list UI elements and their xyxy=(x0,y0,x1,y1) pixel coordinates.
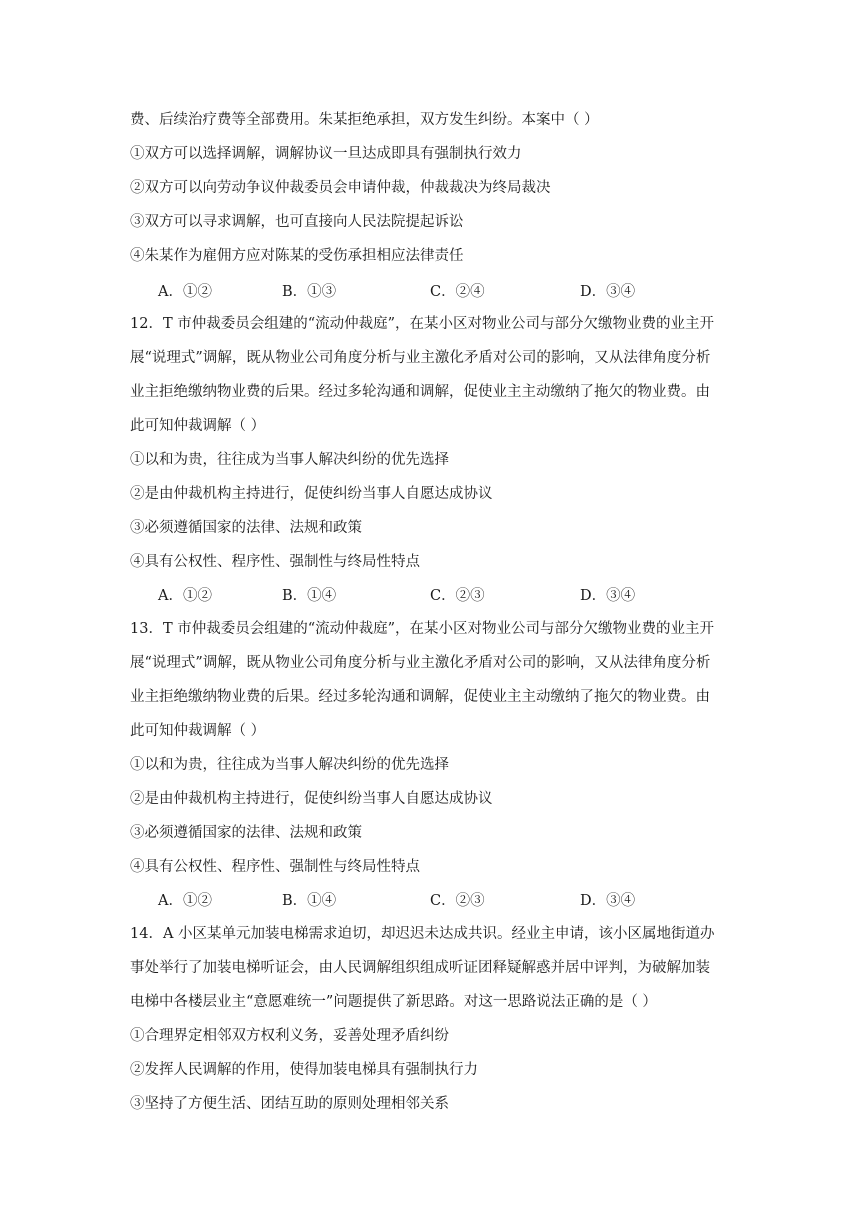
q14-stem-line-2: 事处举行了加装电梯听证会，由人民调解组织组成听证团释疑解惑并居中评判，为破解加装 xyxy=(130,960,710,976)
q13-item-2: ②是由仲裁机构主持进行，促使纠纷当事人自愿达成协议 xyxy=(130,791,493,807)
q13-stem-line-1: 13．T 市仲裁委员会组建的“流动仲裁庭”，在某小区对物业公司与部分欠缴物业费的业主开 xyxy=(130,621,715,637)
q13-stem-line-2: 展“说理式”调解，既从物业公司角度分析与业主激化矛盾对公司的影响，又从法律角度分析 xyxy=(130,655,711,671)
q12-item-4: ④具有公权性、程序性、强制性与终局性特点 xyxy=(130,554,420,570)
q11-stem-line: 费、后续治疗费等全部费用。朱某拒绝承担，双方发生纠纷。本案中（ ） xyxy=(130,112,599,128)
q12-item-3: ③必须遵循国家的法律、法规和政策 xyxy=(130,520,362,536)
q12-stem-line-3: 业主拒绝缴纳物业费的后果。经过多轮沟通和调解，促使业主主动缴纳了拖欠的物业费。由 xyxy=(130,384,710,400)
q12-option-c: C．②③ xyxy=(430,588,485,604)
q11-item-3: ③双方可以寻求调解，也可直接向人民法院提起诉讼 xyxy=(130,214,464,230)
q13-item-4: ④具有公权性、程序性、强制性与终局性特点 xyxy=(130,859,420,875)
q11-options xyxy=(158,282,718,302)
q13-option-a: A．①② xyxy=(158,893,212,909)
q14-item-3: ③坚持了方便生活、团结互助的原则处理相邻关系 xyxy=(130,1096,449,1112)
q14-stem-line-3: 电梯中各楼层业主“意愿难统一”问题提供了新思路。对这一思路说法正确的是（ ） xyxy=(130,994,657,1010)
q13-item-1: ①以和为贵，往往成为当事人解决纠纷的优先选择 xyxy=(130,757,449,773)
q11-option-c: C．②④ xyxy=(430,284,485,300)
q13-item-3: ③必须遵循国家的法律、法规和政策 xyxy=(130,825,362,841)
q11-item-4: ④朱某作为雇佣方应对陈某的受伤承担相应法律责任 xyxy=(130,248,464,264)
q14-item-1: ①合理界定相邻双方权利义务，妥善处理矛盾纠纷 xyxy=(130,1028,449,1044)
q12-option-a: A．①② xyxy=(158,588,212,604)
q11-item-1: ①双方可以选择调解，调解协议一旦达成即具有强制执行效力 xyxy=(130,146,522,162)
q13-option-b: B．①④ xyxy=(282,893,337,909)
q12-item-1: ①以和为贵，往往成为当事人解决纠纷的优先选择 xyxy=(130,452,449,468)
q11-option-d: D．③④ xyxy=(580,284,636,300)
q12-stem-line-2: 展“说理式”调解，既从物业公司角度分析与业主激化矛盾对公司的影响，又从法律角度分析 xyxy=(130,350,711,366)
q11-item-2: ②双方可以向劳动争议仲裁委员会申请仲裁，仲裁裁决为终局裁决 xyxy=(130,180,551,196)
q12-stem-line-4: 此可知仲裁调解（ ） xyxy=(130,418,266,434)
q14-item-2: ②发挥人民调解的作用，使得加装电梯具有强制执行力 xyxy=(130,1062,478,1078)
q13-stem-line-3: 业主拒绝缴纳物业费的后果。经过多轮沟通和调解，促使业主主动缴纳了拖欠的物业费。由 xyxy=(130,689,710,705)
q14-stem-line-1: 14．A 小区某单元加装电梯需求迫切，却迟迟未达成共识。经业主申请，该小区属地街道办 xyxy=(130,926,715,942)
q13-option-d: D．③④ xyxy=(580,893,636,909)
q12-stem-line-1: 12．T 市仲裁委员会组建的“流动仲裁庭”，在某小区对物业公司与部分欠缴物业费的业主开 xyxy=(130,316,715,332)
q12-options xyxy=(158,586,718,606)
q12-option-b: B．①④ xyxy=(282,588,337,604)
q11-option-a: A．①② xyxy=(158,284,212,300)
q12-option-d: D．③④ xyxy=(580,588,636,604)
q12-item-2: ②是由仲裁机构主持进行，促使纠纷当事人自愿达成协议 xyxy=(130,486,493,502)
q13-option-c: C．②③ xyxy=(430,893,485,909)
q11-option-b: B．①③ xyxy=(282,284,337,300)
q13-stem-line-4: 此可知仲裁调解（ ） xyxy=(130,723,266,739)
q13-options xyxy=(158,891,718,911)
